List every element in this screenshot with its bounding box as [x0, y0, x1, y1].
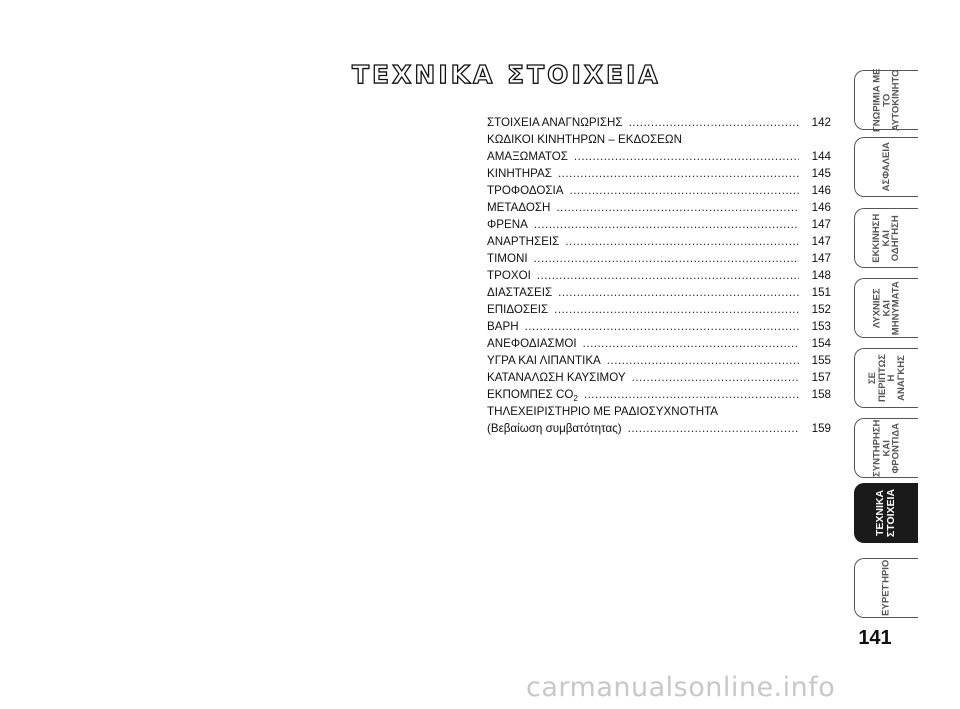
toc-dot-leader [570, 182, 800, 199]
toc-dot-leader [632, 369, 799, 386]
tab-index[interactable] [854, 558, 918, 618]
toc-dot-leader [574, 148, 799, 165]
tab-getting-to-know[interactable] [854, 70, 918, 130]
toc-dot-leader [607, 352, 799, 369]
toc-item[interactable] [487, 352, 831, 369]
toc-item-label[interactable]: ΜΕΤΑΔΟΣΗ [487, 201, 551, 214]
toc-dot-leader [525, 318, 799, 335]
toc-item-page: 147 [811, 218, 831, 231]
toc-item[interactable] [487, 301, 831, 318]
toc-dot-leader [558, 165, 799, 182]
tab-emergency[interactable] [854, 348, 918, 408]
tab-label: ΕΥΡΕΤΉΡΙΟ [880, 559, 892, 617]
toc-dot-leader [584, 386, 799, 403]
toc-item-label-line1[interactable]: ΤΗΛΕΧΕΙΡΙΣΤΗΡΙΟ ΜΕ ΡΑΔΙΟΣΥΧΝΟΤΗΤΑ [487, 405, 719, 418]
table-of-contents [487, 114, 831, 437]
toc-item-label[interactable]: ΦΡΕΝΑ [487, 218, 528, 231]
tab-maintenance[interactable] [854, 418, 918, 478]
toc-item-page: 153 [811, 320, 831, 333]
toc-item-label-line1[interactable]: ΚΩΔΙΚΟΙ ΚΙΝΗΤΗΡΩΝ – ΕΚΔΟΣΕΩΝ [487, 133, 682, 146]
tab-label: ΓΝΩΡΙΜΙΑ ΜΕ ΤΟ ΑΥΤΟΚΙΝΗΤΟ [871, 68, 902, 132]
toc-item-page: 155 [811, 354, 831, 367]
page-number: 141 [858, 627, 892, 649]
toc-dot-leader [534, 250, 799, 267]
subscript: 2 [573, 394, 578, 403]
toc-item-page: 159 [811, 422, 831, 435]
toc-item[interactable] [487, 165, 831, 182]
toc-dot-leader [628, 420, 799, 437]
watermark: carmanualsonline.info [526, 672, 836, 703]
toc-dot-leader [629, 114, 799, 131]
toc-item[interactable] [487, 131, 831, 165]
tab-label: ΣΥΝΤΗΡΗΣΗ ΚΑΙ ΦΡΟΝΤΙΔΑ [871, 419, 902, 477]
toc-item-label-text: ΕΚΠΟΜΠΕΣ CO [487, 388, 574, 401]
toc-item-label[interactable]: ΤΙΜΟΝΙ [487, 252, 528, 265]
toc-item[interactable] [487, 182, 831, 199]
toc-item[interactable] [487, 386, 831, 403]
toc-item-page: 146 [811, 201, 831, 214]
toc-item[interactable] [487, 233, 831, 250]
toc-dot-leader [565, 233, 799, 250]
toc-item-page: 146 [811, 184, 831, 197]
toc-dot-leader [554, 301, 799, 318]
toc-item-page: 142 [811, 116, 831, 129]
toc-item[interactable] [487, 216, 831, 233]
toc-item-label[interactable]: ΣΤΟΙΧΕΙΑ ΑΝΑΓΝΩΡΙΣΗΣ [487, 116, 623, 129]
tab-safety[interactable] [854, 137, 918, 197]
toc-item-page: 144 [811, 150, 831, 163]
toc-item-label[interactable]: ΑΝΕΦΟΔΙΑΣΜΟΙ [487, 337, 577, 350]
toc-dot-leader [583, 335, 799, 352]
tab-label: ΑΣΦΑΛΕΙΑ [880, 142, 892, 192]
toc-item-page: 154 [811, 337, 831, 350]
tab-label: ΤΕΧΝΙΚΑ ΣΤΟΙΧΕΙΑ [874, 488, 898, 538]
toc-item-page: 147 [811, 235, 831, 248]
page-title: ΤΕΧΝΙΚΑ ΣΤΟΙΧΕΙΑ [352, 60, 661, 89]
toc-item-page: 151 [811, 286, 831, 299]
tab-starting-driving[interactable] [854, 208, 918, 268]
toc-item[interactable] [487, 335, 831, 352]
toc-item-label[interactable] [487, 386, 578, 403]
toc-item-page: 158 [811, 388, 831, 401]
tab-technical-data[interactable] [854, 483, 918, 543]
toc-dot-leader [556, 199, 799, 216]
tab-label: ΛΥΧΝΙΕΣ ΚΑΙ ΜΗΝΥΜΑΤΑ [871, 281, 902, 335]
toc-item-page: 157 [811, 371, 831, 384]
toc-item-label[interactable]: ΔΙΑΣΤΑΣΕΙΣ [487, 286, 553, 299]
toc-item[interactable] [487, 284, 831, 301]
toc-item-page: 145 [811, 167, 831, 180]
toc-item[interactable] [487, 403, 831, 437]
toc-dot-leader [534, 216, 799, 233]
tab-warning-lights[interactable] [854, 278, 918, 338]
tab-label: ΣΕ ΠΕΡΙΠΤΩΣ Η ΑΝΑΓΚΗΣ [866, 354, 906, 402]
toc-item-label[interactable]: ΤΡΟΦΟΔΟΣΙΑ [487, 184, 564, 197]
toc-item-label[interactable]: (Βεβαίωση συμβατότητας) [487, 422, 622, 435]
toc-item-label[interactable]: ΒΑΡΗ [487, 320, 519, 333]
toc-item-page: 148 [811, 269, 831, 282]
toc-dot-leader [537, 267, 799, 284]
toc-item[interactable] [487, 318, 831, 335]
toc-item-label[interactable]: ΚΑΤΑΝΑΛΩΣΗ ΚΑΥΣΙΜΟΥ [487, 371, 626, 384]
toc-item-label[interactable]: ΚΙΝΗΤΗΡΑΣ [487, 167, 552, 180]
toc-item-label[interactable]: ΑΜΑΞΩΜΑΤΟΣ [487, 150, 568, 163]
toc-item-page: 147 [811, 252, 831, 265]
toc-item[interactable] [487, 199, 831, 216]
toc-item[interactable] [487, 250, 831, 267]
tab-label: ΕΚΚΙΝΗΣΗ ΚΑΙ ΟΔΗΓΗΣΗ [871, 213, 902, 263]
toc-item[interactable] [487, 114, 831, 131]
toc-item-label[interactable]: ΤΡΟΧΟΙ [487, 269, 531, 282]
toc-item[interactable] [487, 369, 831, 386]
toc-item-label[interactable]: ΑΝΑΡΤΗΣΕΙΣ [487, 235, 560, 248]
toc-item-page: 152 [811, 303, 831, 316]
toc-item-label[interactable]: ΕΠΙΔΟΣΕΙΣ [487, 303, 549, 316]
toc-item[interactable] [487, 267, 831, 284]
toc-item-label[interactable]: ΥΓΡΑ ΚΑΙ ΛΙΠΑΝΤΙΚΑ [487, 354, 601, 367]
toc-dot-leader [558, 284, 799, 301]
